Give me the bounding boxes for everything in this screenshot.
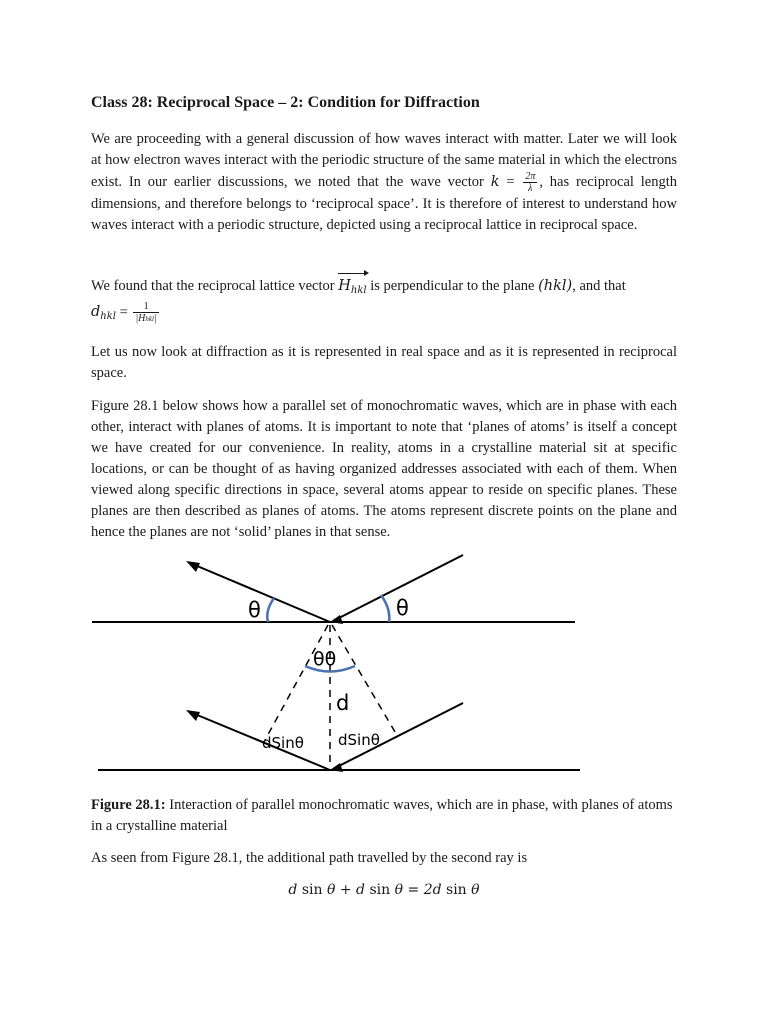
eq-theta-3: θ xyxy=(471,882,480,898)
paragraph-intro xyxy=(91,129,677,236)
rv-text-middle: is perpendicular to the plane xyxy=(366,278,539,294)
d-frac-denominator xyxy=(133,313,158,325)
dsin-right-label: dSinθ xyxy=(338,731,380,749)
diffraction-figure xyxy=(0,545,768,780)
vector-base: H xyxy=(338,278,351,294)
eq-theta-2: θ xyxy=(394,882,404,898)
rv-text-after: , and that xyxy=(572,278,626,294)
eq-term-2: d xyxy=(356,882,366,898)
paragraph-diffraction-intro: Let us now look at diffraction as it is represented in real space and as it is represented in reciprocal space. xyxy=(91,344,677,381)
paragraph-path-difference: As seen from Figure 28.1, the additional path travelled by the second ray is xyxy=(91,850,528,866)
d-frac-den-base: |H xyxy=(135,313,146,324)
spacing-d-label: d xyxy=(336,691,350,715)
d-subscript: hkl xyxy=(100,311,116,323)
theta-center-label: θθ xyxy=(313,648,337,670)
upper-reflected-arrowhead xyxy=(186,561,200,572)
reciprocal-vector-symbol xyxy=(338,276,366,301)
eq-equals: = xyxy=(403,882,424,898)
rv-text-before: We found that the reciprocal lattice vector xyxy=(91,278,339,294)
d-equals-sign: = xyxy=(116,304,132,321)
one-over-h-magnitude xyxy=(133,301,158,325)
d-frac-den-end: | xyxy=(153,313,157,324)
plane-symbol: (hkl) xyxy=(538,278,573,294)
figure-caption xyxy=(91,795,677,837)
paragraph-reciprocal-vector xyxy=(91,276,677,327)
eq-sin-1: sin xyxy=(297,882,327,898)
paragraph-planes-of-atoms: Figure 28.1 below shows how a parallel set of monochromatic waves, which are in phase with each other, interact with planes of atoms. It is important to note that ‘planes of atoms’ is itself a concept we have created for our convenience. In reality, atoms in a crystalline material sit at specific locations, or can be thought of as having organized addresses associated with each of them. When viewed along specific directions in space, several atoms appear to reside on specific planes. These planes are then described as planes of atoms. The atoms represent discrete points on the plane and hence the planes are not ‘solid’ planes in that sense. xyxy=(91,398,677,540)
frac-denominator: λ xyxy=(528,183,533,194)
two-pi-over-lambda xyxy=(523,171,537,194)
left-path-difference-line xyxy=(265,625,328,740)
frac-numerator: 2π xyxy=(525,171,536,182)
left-theta-arc xyxy=(267,598,274,622)
lower-reflected-ray xyxy=(190,712,330,770)
path-difference-equation xyxy=(0,882,768,898)
intro-text-after: , has reciprocal length dimensions, and therefore belongs to ‘reciprocal space’. It is therefore of interest to understand how waves interact with a periodic structure, depicted using a reciprocal lattice in reciprocal space. xyxy=(91,173,677,233)
eq-term-1: d xyxy=(288,882,298,898)
theta-left-label: θ xyxy=(248,598,261,622)
vector-subscript: hkl xyxy=(350,285,367,296)
right-theta-arc xyxy=(381,595,389,622)
lower-reflected-arrowhead xyxy=(186,710,200,721)
equals-sign: = xyxy=(499,173,522,190)
caption-label: Figure 28.1: xyxy=(91,797,166,813)
intro-text-before: We are proceeding with a general discussion of how waves interact with matter. Later we will look at how electron waves interact with the periodic structure of the same material in which the electrons exist. In our earlier discussions, we noted that the wave vector xyxy=(91,131,677,190)
right-path-difference-line xyxy=(332,625,398,737)
eq-sin-3: sin xyxy=(441,882,472,898)
d-frac-den-sub: hkl xyxy=(145,315,154,323)
theta-right-label: θ xyxy=(396,596,409,620)
page-title: Class 28: Reciprocal Space – 2: Condition for Diffraction xyxy=(91,94,480,111)
wave-vector-symbol: k xyxy=(490,173,500,190)
caption-text: Interaction of parallel monochromatic waves, which are in phase, with planes of atoms in a crystalline material xyxy=(91,797,673,834)
d-base: d xyxy=(91,304,101,321)
eq-plus: + xyxy=(335,882,357,898)
dsin-left-label: dSinθ xyxy=(262,734,304,752)
d-spacing-symbol xyxy=(91,304,116,323)
eq-term-3: 2d xyxy=(423,882,442,898)
eq-theta-1: θ xyxy=(326,882,336,898)
d-frac-numerator: 1 xyxy=(133,301,158,313)
eq-sin-2: sin xyxy=(365,882,395,898)
